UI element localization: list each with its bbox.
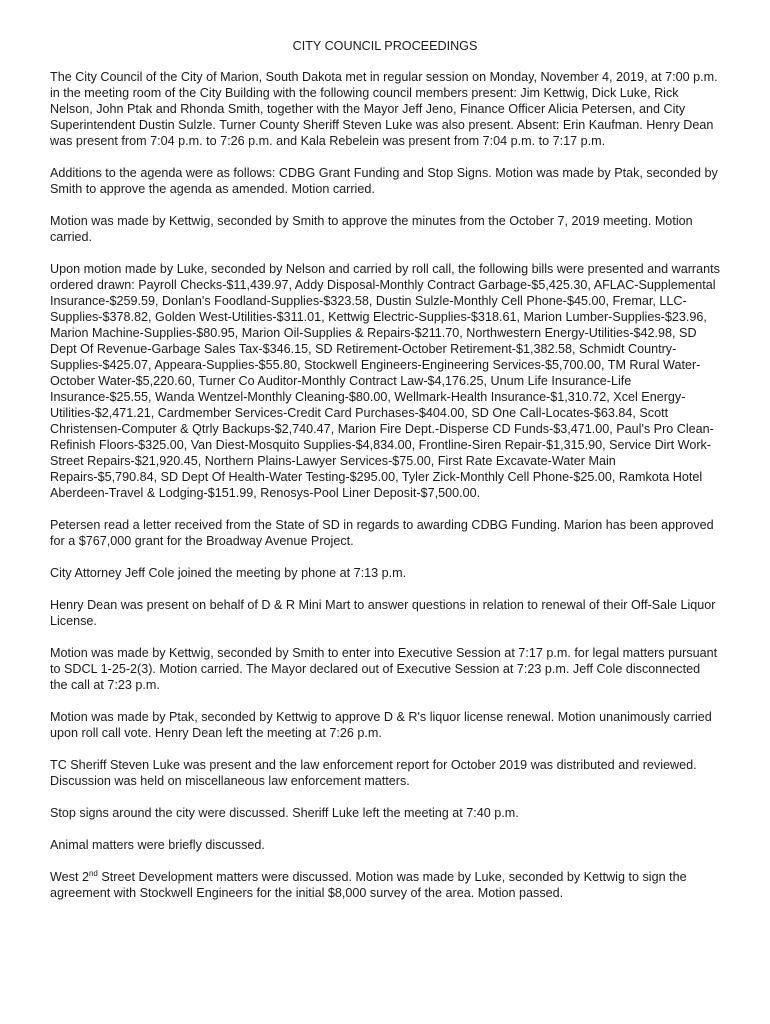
paragraph-executive-session: Motion was made by Kettwig, seconded by Smith to enter into Executive Session at 7:17 p.m. for legal matters pursuant to SDCL 1-25-2(3). Motion carried. The Mayor declared out of Executive Session at 7:23 p.m. Jeff Cole disconnected the call at 7:23 p.m. — [50, 646, 718, 692]
paragraph-minutes: Motion was made by Kettwig, seconded by Smith to approve the minutes from the October 7, 2019 meeting. Motion carried. — [50, 214, 693, 244]
paragraph-stop-signs: Stop signs around the city were discussed. Sheriff Luke left the meeting at 7:40 p.m. — [50, 806, 519, 820]
paragraph-attorney: City Attorney Jeff Cole joined the meeting by phone at 7:13 p.m. — [50, 566, 407, 580]
street-prefix: West 2 — [50, 870, 89, 884]
ordinal-suffix: nd — [88, 868, 98, 878]
street-development-text: Street Development matters were discussed. Motion was made by Luke, seconded by Kettwig to sign the agreement with Stockwell Engineers for the initial $8,000 survey of the area. Motion passed. — [50, 870, 687, 900]
paragraph-liquor-license-dean: Henry Dean was present on behalf of D & R Mini Mart to answer questions in relation to renewal of their Off-Sale Liquor License. — [50, 598, 716, 628]
paragraph-agenda: Additions to the agenda were as follows: CDBG Grant Funding and Stop Signs. Motion was made by Ptak, seconded by Smith to approve the agenda as amended. Motion carried. — [50, 166, 718, 196]
paragraph-attendance: The City Council of the City of Marion, South Dakota met in regular session on Monday, November 4, 2019, at 7:00 p.m. in the meeting room of the City Building with the following council members present: Jim Kettwig, Dick Luke, Rick Nelson, John Ptak and Rhonda Smith, together with the Mayor Jeff Jeno, Finance Officer Alicia Petersen, and City Superintendent Dustin Sulzle. Turner County Sheriff Steven Luke was also present. Absent: Erin Kaufman. Henry Dean was present from 7:04 p.m. to 7:26 p.m. and Kala Rebelein was present from 7:04 p.m. to 7:17 p.m. — [50, 70, 718, 148]
paragraph-animal-matters: Animal matters were briefly discussed. — [50, 838, 265, 852]
document-title: CITY COUNCIL PROCEEDINGS — [292, 39, 478, 53]
paragraph-bills: Upon motion made by Luke, seconded by Nelson and carried by roll call, the following bills were presented and warrants ordered drawn: Payroll Checks-$11,439.97, Addy Disposal-Monthly Contract Garbage-$5,425.30, AFLAC-Supplemental Insurance-$259.59, Donlan's Foodland-Supplies-$323.58, Dustin Sulzle-Monthly Cell Phone-$45.00, Fremar, LLC-Supplies-$378.82, Golden West-Utilities-$311.01, Kettwig Electric-Supplies-$318.61, Marion Lumber-Supplies-$23.96, Marion Machine-Supplies-$80.95, Marion Oil-Supplies & Repairs-$211.70, Northwestern Energy-Utilities-$42.98, SD Dept Of Revenue-Garbage Sales Tax-$346.15, SD Retirement-October Retirement-$1,382.58, Schmidt Country-Supplies-$425.07, Appeara-Supplies-$55.80, Stockwell Engineers-Engineering Services-$5,700.00, TM Rural Water-October Water-$5,220.60, Turner Co Auditor-Monthly Contract Law-$4,176.25, Unum Life Insurance-Life Insurance-$25.55, Wanda Wentzel-Monthly Cleaning-$80.00, Wellmark-Health Insurance-$1,310.72, Xcel Energy-Utilities-$2,471.21, Cardmember Services-Credit Card Purchases-$404.00, SD One Call-Locates-$63.84, Scott Christensen-Computer & Qtrly Backups-$2,740.47, Marion Fire Dept.-Disperse CD Funds-$3,471.00, Paul's Pro Clean-Refinish Floors-$325.00, Van Diest-Mosquito Supplies-$4,834.00, Frontline-Siren Repair-$1,315.90, Service Dirt Work-Street Repairs-$21,920.45, Northern Plains-Lawyer Services-$75.00, First Rate Excavate-Water Main Repairs-$5,790.84, SD Dept Of Health-Water Testing-$295.00, Tyler Zick-Monthly Cell Phone-$25.00, Ramkota Hotel Aberdeen-Travel & Lodging-$151.99, Renosys-Pool Liner Deposit-$7,500.00. — [50, 262, 720, 500]
paragraph-liquor-renewal: Motion was made by Ptak, seconded by Kettwig to approve D & R's liquor license renewal. Motion unanimously carried upon roll call vote. Henry Dean left the meeting at 7:26 p.m. — [50, 710, 712, 740]
paragraph-sheriff-report: TC Sheriff Steven Luke was present and the law enforcement report for October 2019 was distributed and reviewed. Discussion was held on miscellaneous law enforcement matters. — [50, 758, 697, 788]
paragraph-cdbg-funding: Petersen read a letter received from the State of SD in regards to awarding CDBG Funding. Marion has been approved for a $767,000 grant for the Broadway Avenue Project. — [50, 518, 714, 548]
paragraph-street-development — [50, 869, 720, 901]
